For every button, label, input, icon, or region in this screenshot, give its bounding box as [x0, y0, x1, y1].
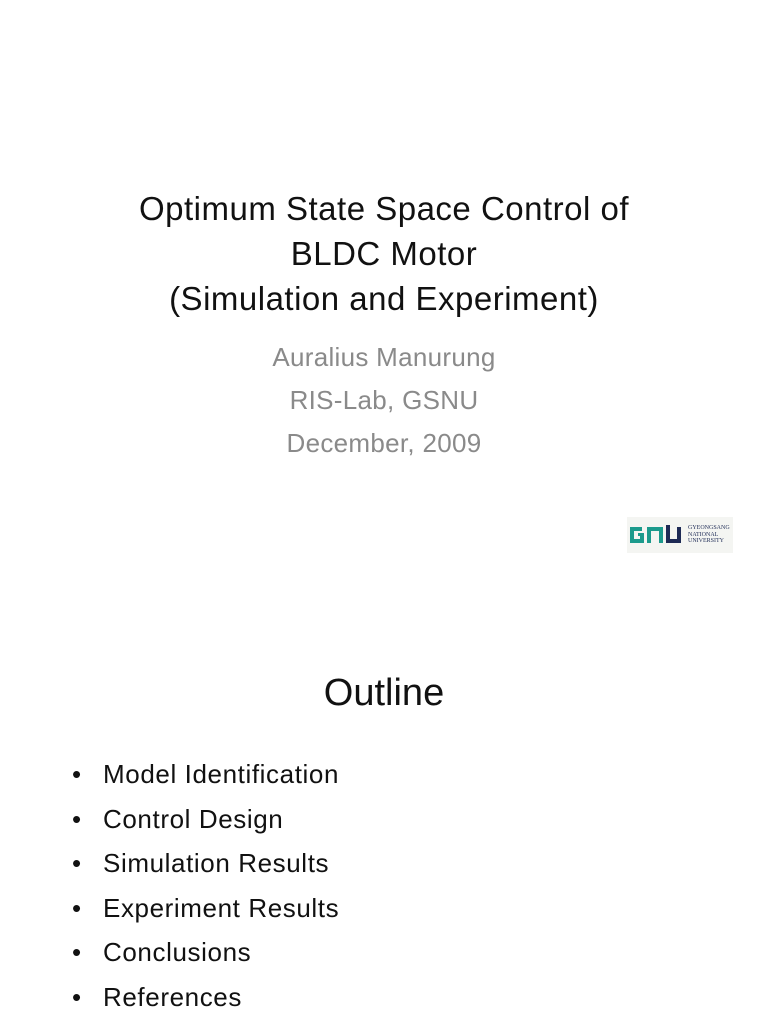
outline-item-label: Experiment Results [103, 892, 340, 923]
gnu-letter-g [630, 527, 644, 543]
outline-item-label: Conclusions [103, 937, 252, 968]
bullet-icon: • [72, 892, 82, 923]
outline-item-control-design [72, 797, 339, 842]
bullet-icon: • [72, 848, 82, 879]
logo-wordmark [688, 525, 730, 545]
outline-item-conclusions [72, 930, 339, 975]
bullet-icon: • [72, 803, 82, 834]
outline-item-experiment-results [72, 886, 339, 931]
outline-list [72, 752, 339, 1020]
outline-item-label: References [103, 981, 242, 1012]
gnu-logo-mark [627, 522, 685, 548]
gnu-letter-n [647, 527, 663, 543]
outline-heading: Outline [323, 672, 445, 714]
affiliation: RIS-Lab, GSNU [289, 385, 479, 415]
outline-item-label: Simulation Results [103, 848, 330, 879]
author-name: Auralius Manurung [272, 342, 496, 372]
outline-item-label: Control Design [103, 803, 284, 834]
gnu-letter-u [666, 525, 681, 543]
outline-slide [0, 640, 768, 1024]
logo-text-line-3: UNIVERSITY [688, 538, 724, 545]
bullet-icon: • [72, 937, 82, 968]
presentation-subtitle [0, 336, 768, 465]
bullet-icon: • [72, 759, 82, 789]
title-line-3: (Simulation and Experiment) [169, 280, 599, 317]
outline-item-references [72, 975, 339, 1020]
bullet-icon: • [72, 981, 82, 1012]
outline-item-label: Model Identification [103, 759, 340, 789]
title-line-2: BLDC Motor [290, 235, 478, 272]
presentation-title [0, 186, 768, 321]
logo-text-line-1: GYEONGSANG [688, 525, 730, 532]
title-line-1: Optimum State Space Control of [138, 190, 630, 227]
presentation-date: December, 2009 [286, 428, 482, 458]
logo-text-line-2: NATIONAL [688, 531, 719, 538]
university-logo [627, 517, 733, 553]
outline-item-model-identification [72, 752, 339, 797]
outline-item-simulation-results [72, 841, 339, 886]
